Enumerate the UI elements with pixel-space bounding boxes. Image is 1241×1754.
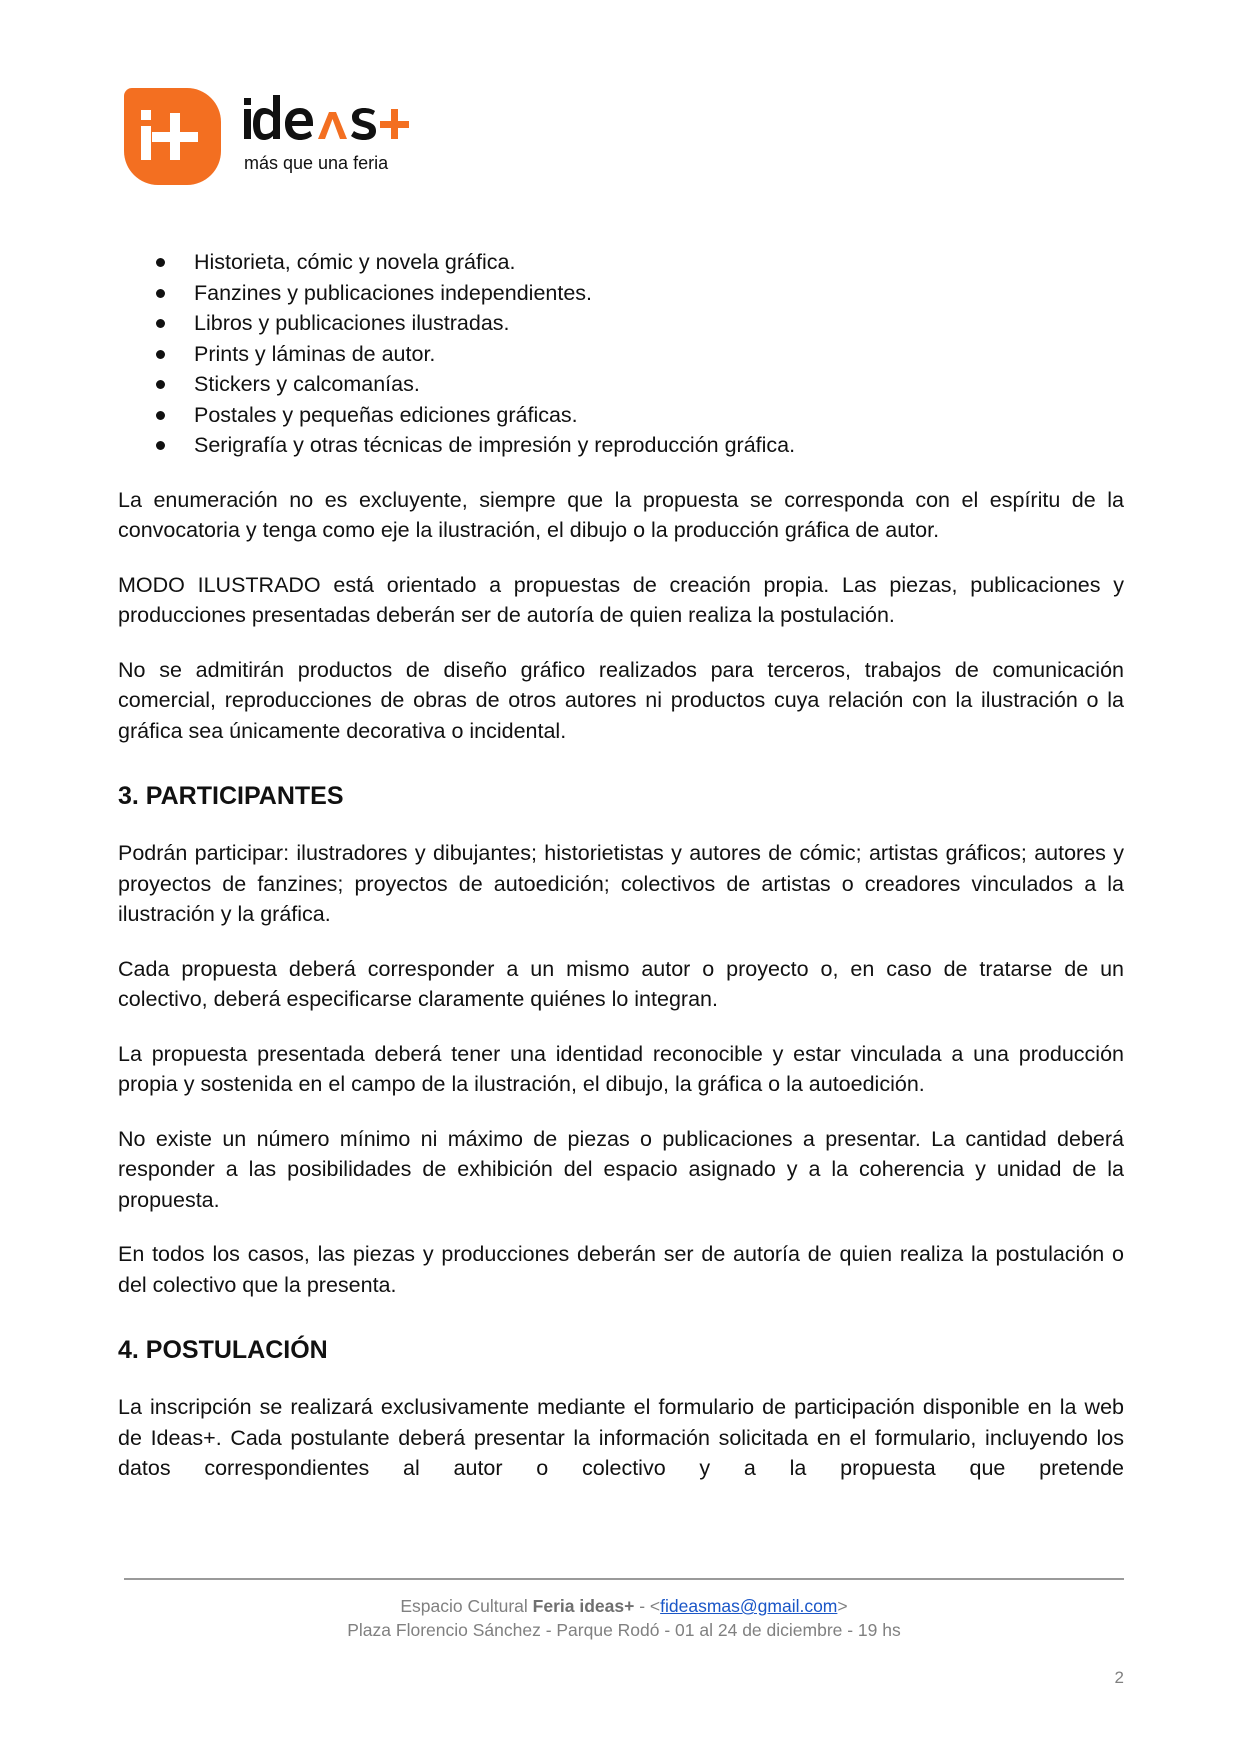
paragraph: No se admitirán productos de diseño gráfico realizados para terceros, trabajos de comunicación comercial, reproducciones de obras de otros autores ni productos cuya relación con la ilustración o la gráfica sea únicamente decorativa o incidental.	[118, 657, 1124, 743]
footer-email-link[interactable]: fideasmas@gmail.com	[660, 1596, 838, 1616]
paragraph: Podrán participar: ilustradores y dibujantes; historietistas y autores de cómic; artistas gráficos; autores y proyectos de fanzines; proyectos de autoedición; colectivos de artistas o creadores vinculados a la ilustración y la gráfica.	[118, 841, 1124, 926]
footer-line-2: Plaza Florencio Sánchez - Parque Rodó - 01 al 24 de diciembre - 19 hs	[347, 1620, 901, 1640]
section-heading-participantes: 3. PARTICIPANTES	[118, 782, 344, 810]
list-item: Prints y láminas de autor.	[118, 339, 1124, 370]
list-item: Postales y pequeñas ediciones gráficas.	[118, 400, 1124, 431]
logo-wordmark	[242, 92, 412, 157]
document-body	[118, 247, 1124, 1484]
bullet-icon	[156, 380, 165, 389]
list-item: Fanzines y publicaciones independientes.	[118, 278, 1124, 309]
list-item: Libros y publicaciones ilustradas.	[118, 308, 1124, 339]
logo-mark-icon	[124, 88, 221, 185]
bullet-icon	[156, 319, 165, 328]
paragraph: En todos los casos, las piezas y producciones deberán ser de autoría de quien realiza la postulación o del colectivo que la presenta.	[118, 1242, 1124, 1297]
bullet-list	[118, 247, 1124, 461]
page-number: 2	[1114, 1668, 1124, 1687]
bullet-icon	[156, 289, 165, 298]
brand-logo	[124, 88, 414, 188]
bullet-icon	[156, 411, 165, 420]
bullet-icon	[156, 258, 165, 267]
list-item: Historieta, cómic y novela gráfica.	[118, 247, 1124, 278]
section-heading-postulacion: 4. POSTULACIÓN	[118, 1336, 328, 1364]
bullet-icon	[156, 441, 165, 450]
list-item: Stickers y calcomanías.	[118, 369, 1124, 400]
footer-org: Feria ideas+	[532, 1596, 635, 1616]
paragraph: No existe un número mínimo ni máximo de piezas o publicaciones a presentar. La cantidad deberá responder a las posibilidades de exhibición del espacio asignado y a la coherencia y unidad de la propuesta.	[118, 1126, 1124, 1212]
list-item: Serigrafía y otras técnicas de impresión y reproducción gráfica.	[118, 430, 1124, 461]
paragraph: MODO ILUSTRADO está orientado a propuestas de creación propia. Las piezas, publicaciones y producciones presentadas deberán ser de autoría de quien realiza la postulación.	[118, 572, 1124, 627]
paragraph: La inscripción se realizará exclusivamente mediante el formulario de participación disponible en la web de Ideas+. Cada postulante deberá presentar la información solicitada en el formulario, incluyendo los datos correspondientes al autor o colectivo y a la propuesta que pretende	[118, 1395, 1124, 1480]
bullet-icon	[156, 350, 165, 359]
footer-line-1: Espacio Cultural Feria ideas+ - <fideasmas@gmail.com>	[400, 1596, 848, 1616]
paragraph: La propuesta presentada deberá tener una identidad reconocible y estar vinculada a una producción propia y sostenida en el campo de la ilustración, el dibujo, la gráfica o la autoedición.	[118, 1041, 1124, 1096]
footer-divider	[124, 1578, 1124, 1580]
paragraph: La enumeración no es excluyente, siempre que la propuesta se corresponda con el espíritu de la convocatoria y tenga como eje la ilustración, el dibujo o la producción gráfica de autor.	[118, 487, 1124, 542]
logo-tagline: más que una feria	[244, 153, 389, 173]
paragraph: Cada propuesta deberá corresponder a un mismo autor o proyecto o, en caso de tratarse de un colectivo, deberá especificarse claramente quiénes lo integran.	[118, 956, 1124, 1011]
